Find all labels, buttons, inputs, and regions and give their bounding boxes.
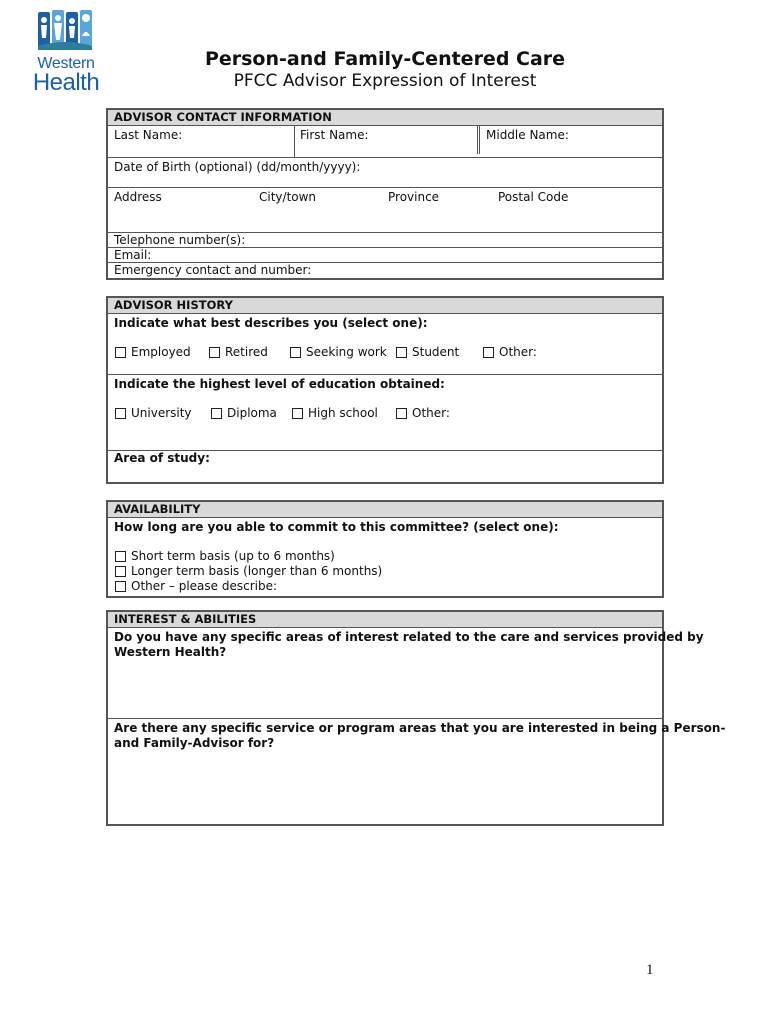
interest-question-2-line2: and Family-Advisor for? xyxy=(114,736,275,750)
middle-name-field[interactable]: Middle Name: xyxy=(486,128,569,142)
retired-checkbox[interactable] xyxy=(209,347,220,358)
history-section xyxy=(106,296,664,484)
university-label: University xyxy=(131,406,192,420)
postal-code-field[interactable]: Postal Code xyxy=(498,190,569,204)
availability-other-checkbox[interactable] xyxy=(115,581,126,592)
logo-word-western: Western xyxy=(37,55,95,72)
telephone-field[interactable]: Telephone number(s): xyxy=(114,233,246,247)
availability-heading: AVAILABILITY xyxy=(108,502,662,518)
describe-question: Indicate what best describes you (select one): xyxy=(114,316,428,330)
employed-checkbox[interactable] xyxy=(115,347,126,358)
other-checkbox[interactable] xyxy=(483,347,494,358)
first-name-field[interactable]: First Name: xyxy=(300,128,369,142)
logo-word-health: Health xyxy=(32,69,100,96)
email-row xyxy=(108,248,662,263)
short-term-label: Short term basis (up to 6 months) xyxy=(131,549,335,563)
availability-row xyxy=(108,518,662,596)
interest-question-2-line1: Are there any specific service or program areas that you are interested in being a Person- xyxy=(114,721,726,735)
email-field[interactable]: Email: xyxy=(114,248,152,262)
address-field[interactable]: Address xyxy=(114,190,162,204)
address-row xyxy=(108,188,662,233)
telephone-row xyxy=(108,233,662,248)
divider xyxy=(477,126,480,154)
retired-label: Retired xyxy=(225,345,268,359)
interest-section xyxy=(106,610,726,826)
university-checkbox[interactable] xyxy=(115,408,126,419)
page-title: Person-and Family-Centered Care xyxy=(204,48,566,70)
area-of-study-row xyxy=(108,451,662,482)
seeking-work-label: Seeking work xyxy=(306,345,387,359)
education-other-label: Other: xyxy=(412,406,450,420)
diploma-label: Diploma xyxy=(227,406,277,420)
seeking-work-checkbox[interactable] xyxy=(290,347,301,358)
city-field[interactable]: City/town xyxy=(259,190,317,204)
interest-q1-row[interactable] xyxy=(108,628,704,719)
student-checkbox[interactable] xyxy=(396,347,407,358)
interest-q2-row[interactable] xyxy=(108,719,726,824)
education-row xyxy=(108,375,662,451)
interest-question-1-line1: Do you have any specific areas of interest related to the care and services provided by xyxy=(114,630,704,644)
emergency-row xyxy=(108,263,662,278)
high-school-label: High school xyxy=(308,406,378,420)
availability-question: How long are you able to commit to this committee? (select one): xyxy=(114,520,559,534)
page-number: 1 xyxy=(646,962,654,978)
longer-term-label: Longer term basis (longer than 6 months) xyxy=(131,564,383,578)
describe-row xyxy=(108,314,662,375)
high-school-checkbox[interactable] xyxy=(292,408,303,419)
availability-section xyxy=(106,500,664,598)
diploma-checkbox[interactable] xyxy=(211,408,222,419)
student-label: Student xyxy=(412,345,460,359)
area-of-study-field[interactable]: Area of study: xyxy=(114,451,210,465)
contact-section xyxy=(106,108,664,280)
other-label: Other: xyxy=(499,345,537,359)
page-subtitle: PFCC Advisor Expression of Interest xyxy=(233,71,537,91)
contact-heading: ADVISOR CONTACT INFORMATION xyxy=(108,110,662,126)
education-other-checkbox[interactable] xyxy=(396,408,407,419)
availability-other-label: Other – please describe: xyxy=(131,579,277,593)
interest-heading: INTEREST & ABILITIES xyxy=(108,612,662,628)
emergency-contact-field[interactable]: Emergency contact and number: xyxy=(114,263,312,277)
name-row xyxy=(108,126,662,158)
dob-field[interactable]: Date of Birth (optional) (dd/month/yyyy): xyxy=(114,160,361,174)
interest-question-1-line2: Western Health? xyxy=(114,645,227,659)
history-heading: ADVISOR HISTORY xyxy=(108,298,662,314)
longer-term-checkbox[interactable] xyxy=(115,566,126,577)
short-term-checkbox[interactable] xyxy=(115,551,126,562)
family-figures-icon xyxy=(36,8,94,54)
dob-row xyxy=(108,158,662,188)
employed-label: Employed xyxy=(131,345,191,359)
province-field[interactable]: Province xyxy=(388,190,440,204)
last-name-field[interactable]: Last Name: xyxy=(114,128,183,142)
education-question: Indicate the highest level of education obtained: xyxy=(114,377,445,391)
divider xyxy=(294,126,295,157)
